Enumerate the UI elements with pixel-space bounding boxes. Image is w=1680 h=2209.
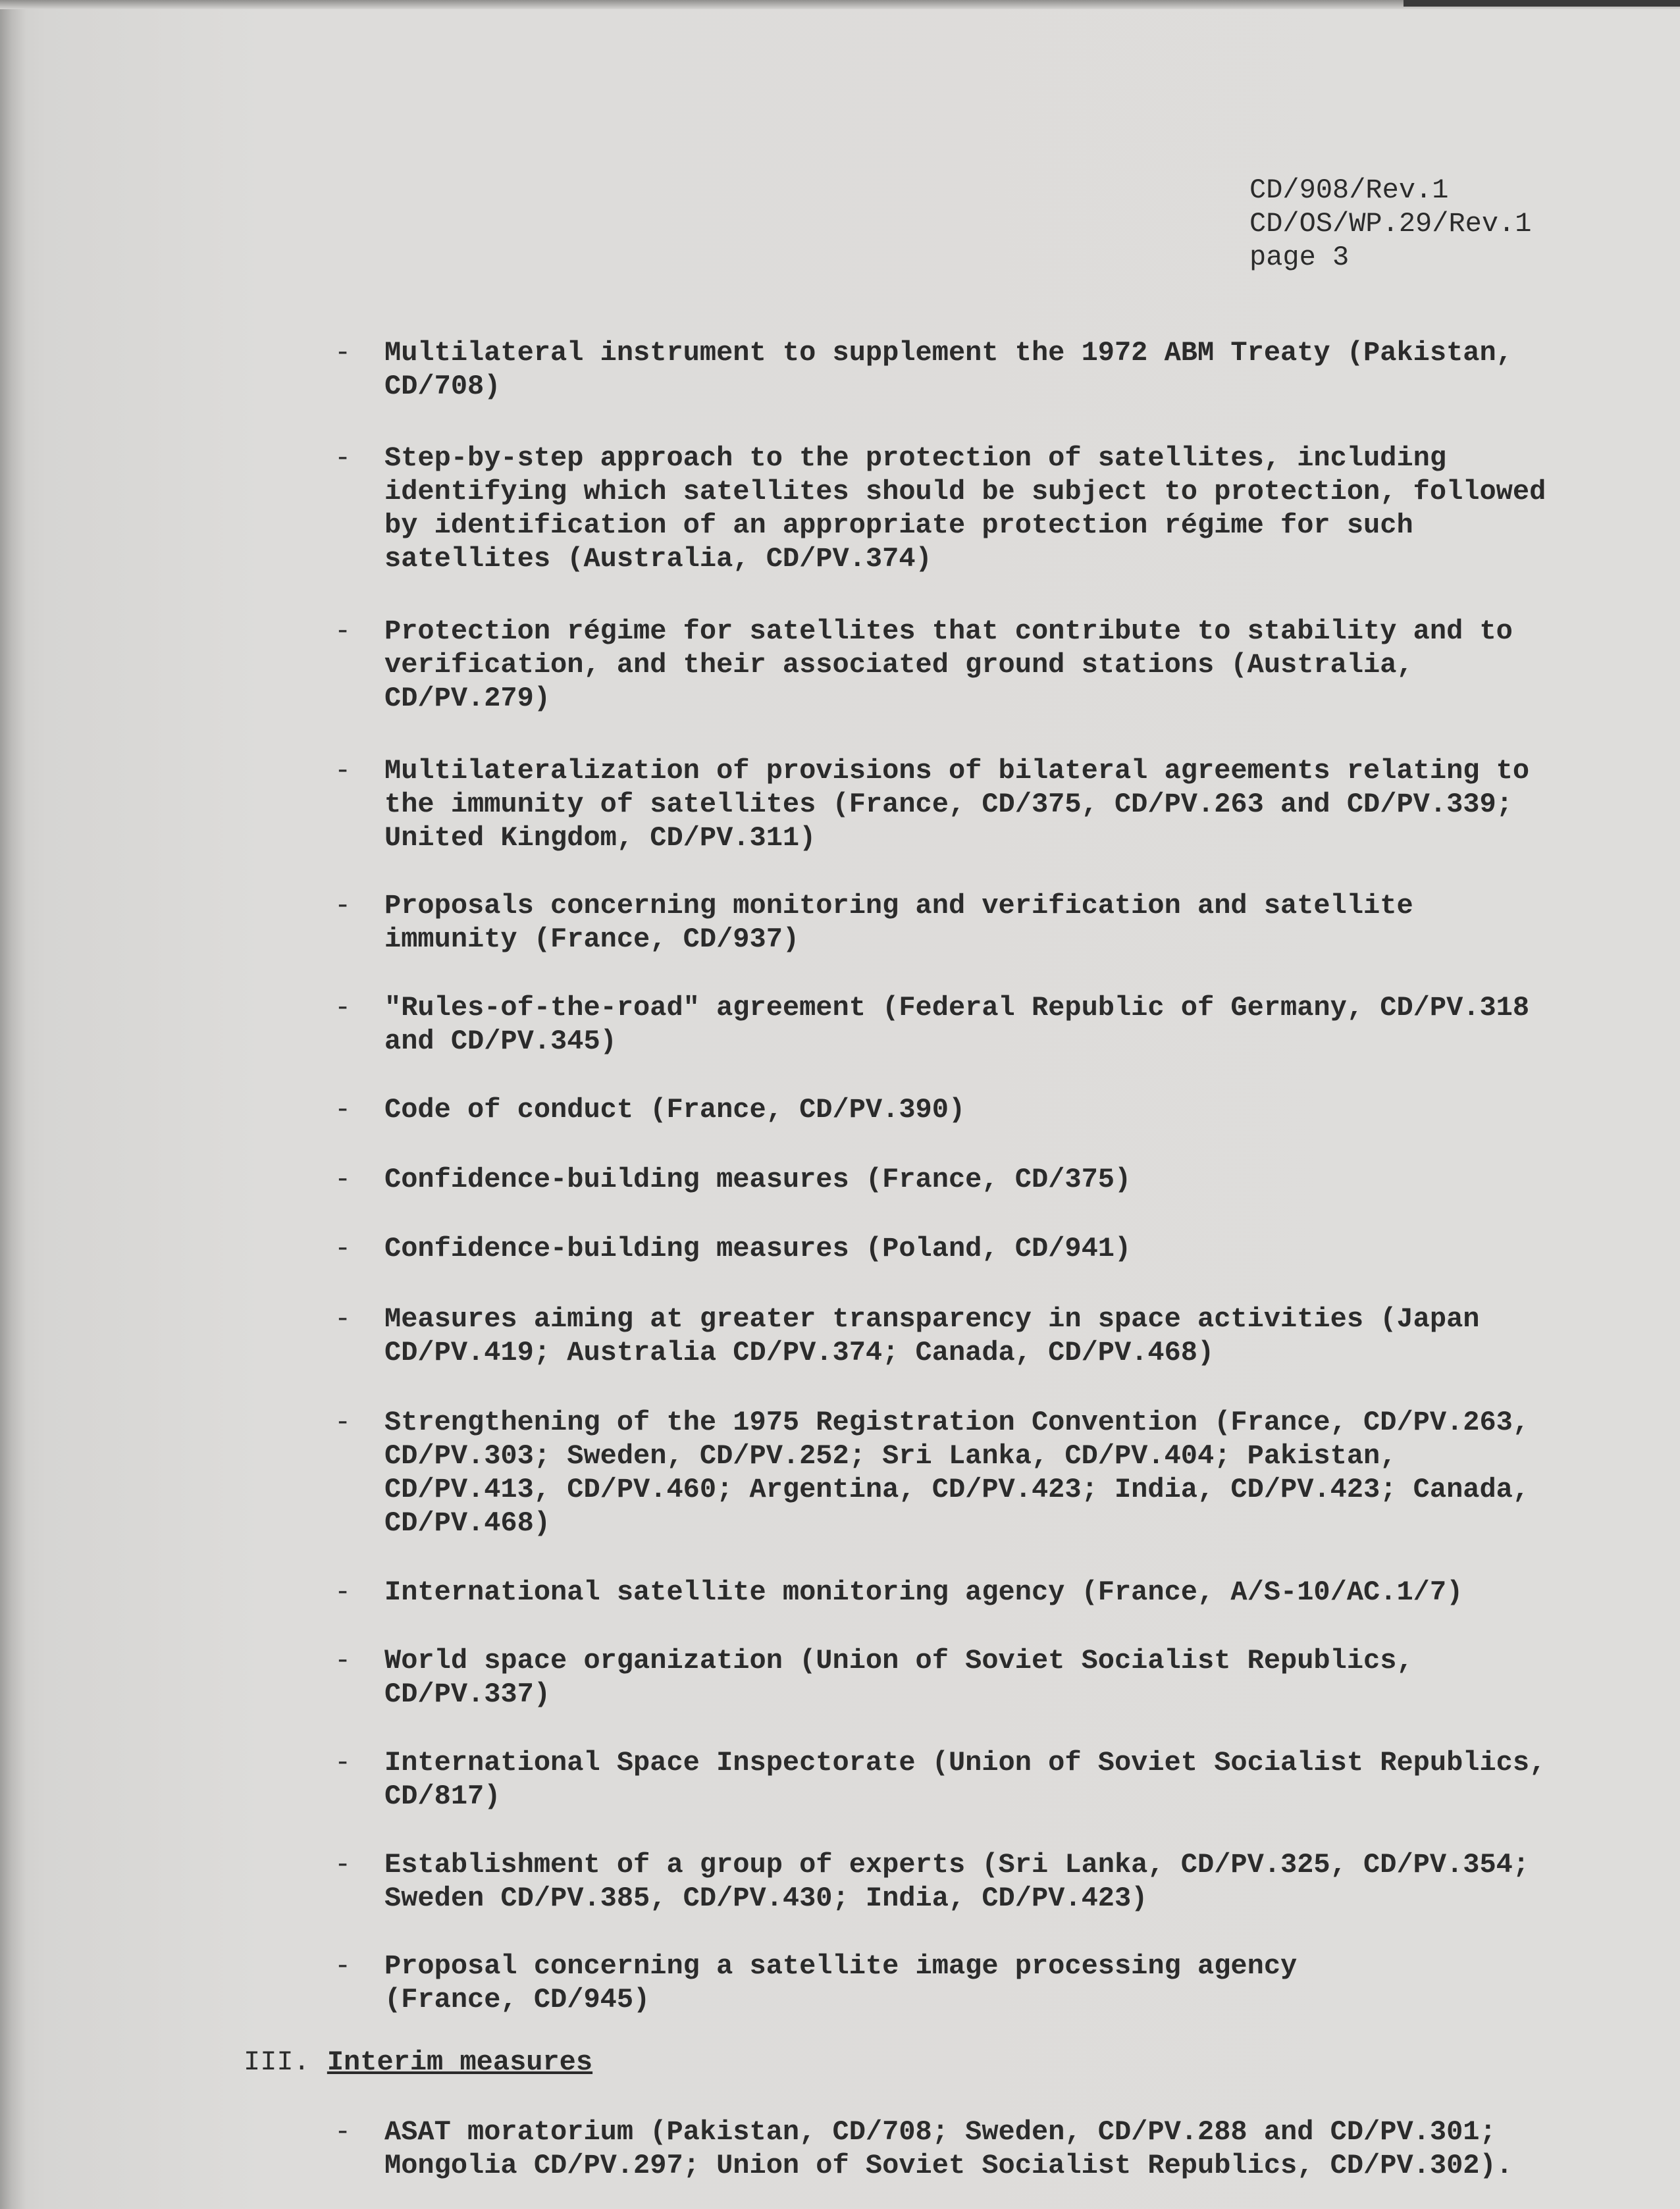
list-item-text: Code of conduct (France, CD/PV.390) <box>384 1094 966 1126</box>
list-dash: - <box>334 1407 352 1438</box>
document-reference-header <box>1249 174 1531 274</box>
list-item-text: Step-by-step approach to the protection of satellites, including identifying which satellites should be subject to protection, followed by identification of an appropriate protection régime for such satellites (Australia, CD/PV.374) <box>384 442 1546 575</box>
list-dash: - <box>334 890 352 922</box>
list-dash: - <box>334 1576 352 1608</box>
list-item-text: Proposals concerning monitoring and verification and satellite immunity (France, CD/937) <box>384 890 1413 955</box>
list-item-text: "Rules-of-the-road" agreement (Federal Republic of Germany, CD/PV.318 and CD/PV.345) <box>384 992 1530 1057</box>
list-dash: - <box>334 337 352 369</box>
list-item-text: Establishment of a group of experts (Sri Lanka, CD/PV.325, CD/PV.354; Sweden CD/PV.385, CD/PV.430; India, CD/PV.423) <box>384 1849 1530 1914</box>
list-item-text: Multilateral instrument to supplement the 1972 ABM Treaty (Pakistan, CD/708) <box>384 337 1513 402</box>
list-dash: - <box>334 1094 352 1126</box>
list-dash: - <box>334 442 352 474</box>
list-item-text: International Space Inspectorate (Union of Soviet Socialist Republics, CD/817) <box>384 1747 1546 1812</box>
list-dash: - <box>334 1164 352 1195</box>
list-dash: - <box>334 1233 352 1264</box>
list-item-text: Measures aiming at greater transparency in space activities (Japan CD/PV.419; Australia CD/PV.374; Canada, CD/PV.468) <box>384 1303 1480 1368</box>
list-dash: - <box>334 2116 352 2148</box>
list-item-text: Protection régime for satellites that contribute to stability and to verification, and their associated ground stations (Australia, CD/PV.279) <box>384 615 1513 714</box>
list-dash: - <box>334 1645 352 1676</box>
list-dash: - <box>334 1303 352 1335</box>
scan-edge-shadow <box>1404 0 1680 7</box>
section-title: Interim measures <box>327 2046 593 2078</box>
list-dash: - <box>334 615 352 647</box>
list-dash: - <box>334 1950 352 1982</box>
page-number: page 3 <box>1249 242 1350 273</box>
list-item-text: Multilateralization of provisions of bilateral agreements relating to the immunity of satellites (France, CD/375, CD/PV.263 and CD/PV.339; United Kingdom, CD/PV.311) <box>384 755 1530 854</box>
list-dash: - <box>334 992 352 1024</box>
list-item-text: ASAT moratorium (Pakistan, CD/708; Sweden, CD/PV.288 and CD/PV.301; Mongolia CD/PV.297; Union of Soviet Socialist Republics, CD/PV.302). <box>384 2116 1513 2181</box>
section-heading <box>244 2046 592 2079</box>
list-item-text: International satellite monitoring agency (France, A/S-10/AC.1/7) <box>384 1576 1463 1608</box>
list-item-text: Confidence-building measures (France, CD/375) <box>384 1164 1132 1195</box>
list-item-text: Confidence-building measures (Poland, CD/941) <box>384 1233 1132 1264</box>
list-dash: - <box>334 1849 352 1881</box>
document-symbol: CD/908/Rev.1 <box>1249 174 1449 206</box>
list-item-text: Proposal concerning a satellite image processing agency (France, CD/945) <box>384 1950 1298 2015</box>
list-item-text: Strengthening of the 1975 Registration Convention (France, CD/PV.263, CD/PV.303; Sweden, CD/PV.252; Sri Lanka, CD/PV.404; Pakistan, CD/PV.413, CD/PV.460; Argentina, CD/PV.423; India, CD/PV.423; Canada, CD/PV.468) <box>384 1407 1530 1539</box>
list-dash: - <box>334 1747 352 1779</box>
section-number: III. <box>244 2046 310 2078</box>
document-symbol-secondary: CD/OS/WP.29/Rev.1 <box>1249 208 1532 240</box>
list-item-text: World space organization (Union of Soviet Socialist Republics, CD/PV.337) <box>384 1645 1413 1710</box>
list-dash: - <box>334 755 352 787</box>
